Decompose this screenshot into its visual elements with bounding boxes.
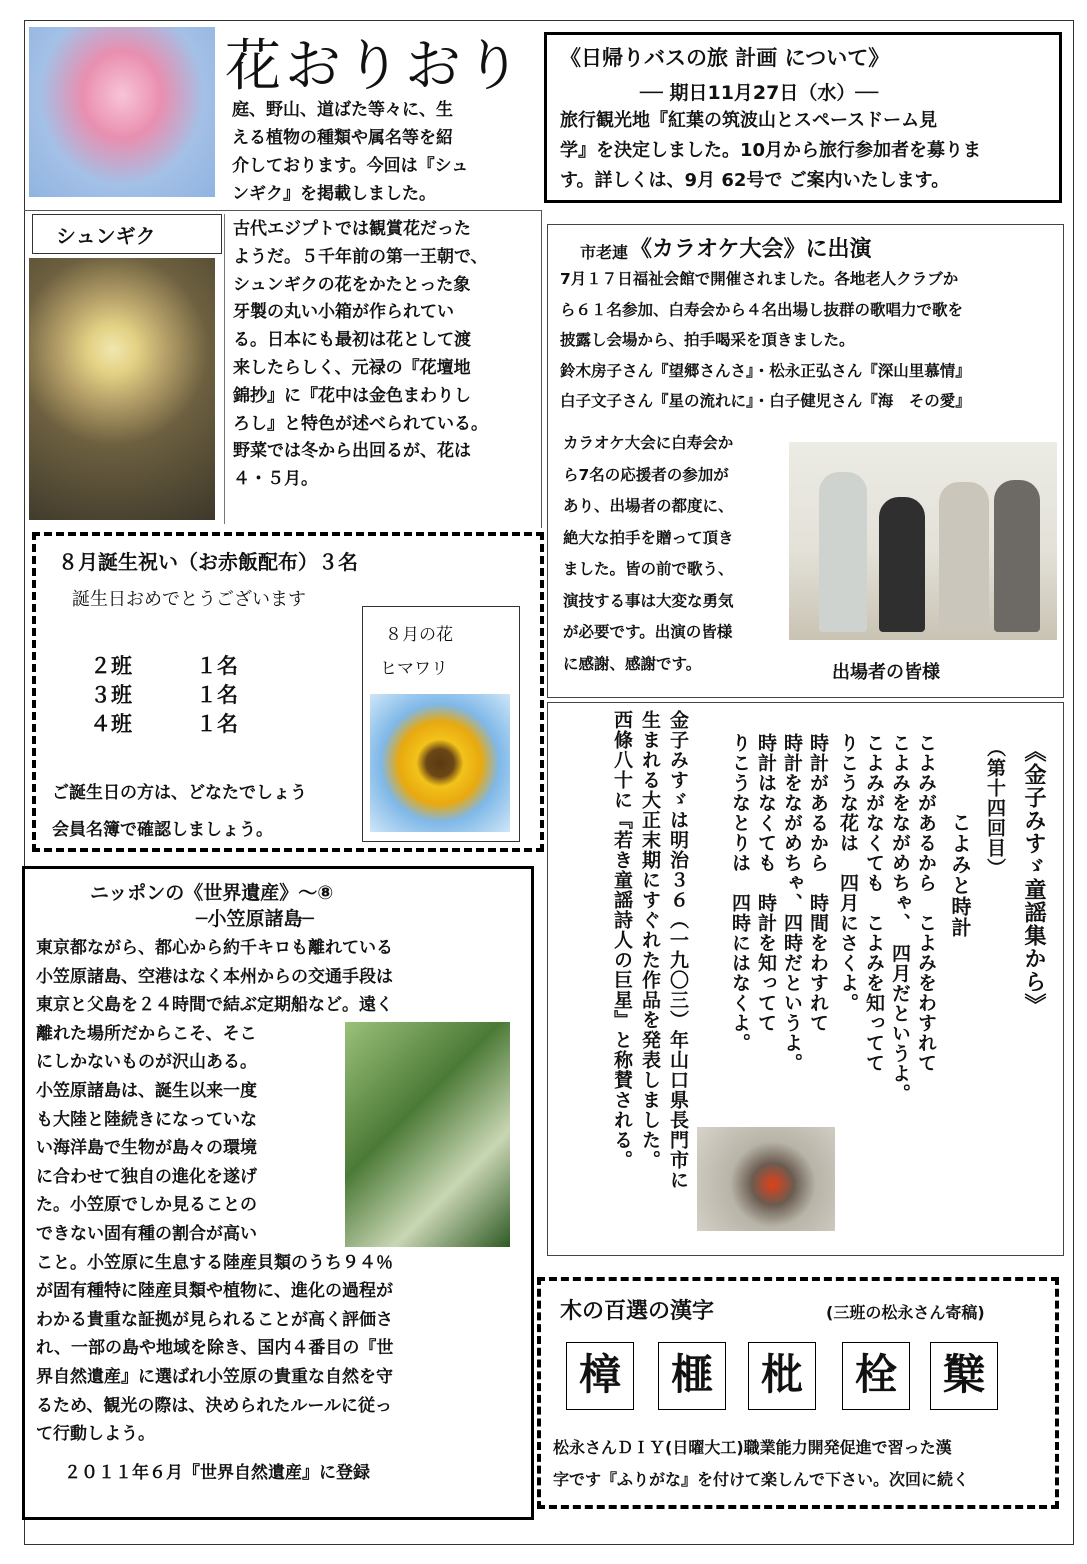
hana-title: 花おりおり (225, 34, 525, 99)
poem-line: 時計があるから 時間をわすれて (807, 733, 829, 1033)
shungiku-text: 古代エジプトでは観賞花だった ようだ。５千年前の第一王朝で、 シュンギクの花をかたとった象 牙製の丸い小箱が作られてい る。日本にも最初は花として渡 来したらしく、元禄の『花壇地 錦抄』に『花中は金色まわりし ろし』と特色が述べられている。 野菜では冬から出回るが、花は ４・５月。 (233, 219, 488, 490)
heritage-footer: ２０１１年６月『世界自然遺産』に登録 (64, 1463, 370, 1483)
karaoke-text: 7月１７日福祉会館で開催されました。各地老人クラブか ら６１名参加、白寿会から４名出場し抜群の歌唱力で歌を 披露し会場から、拍手喝采を頂きました。 鈴木房子さん『望郷さんさ』・松永正弘さん『深山里慕情』 白子文子さん『星の流れに』・白子健児さん『海 その愛』 (560, 270, 971, 410)
person-4 (994, 480, 1040, 632)
heritage-subtitle: ─小笠原諸島─ (196, 908, 314, 930)
shungiku-photo (29, 258, 215, 520)
birthday-row: ４班 １名 (90, 712, 238, 736)
poem-title: こよみと時計 (948, 812, 972, 938)
kanji-char: 樟 (566, 1342, 634, 1410)
bus-trip-date: ── 期日11月27日（水）── (640, 82, 879, 104)
lotus-photo (29, 27, 215, 197)
birthday-row: ２班 １名 (90, 654, 238, 678)
kanji-char: 栓 (842, 1342, 910, 1410)
bus-trip-text: 旅行観光地『紅葉の筑波山とスペースドーム見 学』を決定しました。10月から旅行参加者を募りま す。詳しくは、9月 62号で ご案内いたします。 (560, 110, 982, 191)
poem-series-title: 《金子みすゞ童謡集から》 (1021, 740, 1046, 1016)
poem-line: りこうな花は 四月にさくよ。 (837, 733, 859, 1013)
person-1 (819, 472, 867, 632)
kanji-text: 松永さんＤＩＹ(日曜大工)職業能力開発促進で習った漢 字です『ふりがな』を付けて楽しんで下さい。次回に続く (553, 1438, 970, 1489)
hana-text: 庭、野山、道ばた等々に、生 える植物の種類や属名等を紹 介しております。今回は『シュ ンギク』を掲載しました。 (232, 100, 469, 204)
person-2 (879, 497, 925, 632)
kanji-credit: (三班の松永さん寄稿) (826, 1303, 985, 1322)
karaoke-title: 《カラオケ大会》に出演 (630, 237, 872, 262)
shungiku-divider (224, 214, 225, 524)
birthday-title: ８月誕生祝い（お赤飯配布）３名 (58, 550, 358, 574)
birthday-footer-2: 会員名簿で確認しましょう。 (52, 820, 273, 840)
kanji-title: 木の百選の漢字 (560, 1299, 715, 1324)
kanji-char: 榧 (658, 1342, 726, 1410)
flower-of-month-label: ８月の花 (385, 625, 453, 645)
poem-line: 時計をながめちゃ、四時だというよ。 (781, 733, 803, 1073)
birthday-row: ３班 １名 (90, 683, 238, 707)
birthday-greeting: 誕生日おめでとうございます (72, 589, 306, 610)
heritage-text: 東京都ながら、都心から約千キロも離れている 小笠原諸島、空港はなく本州からの交通手段は 東京と父島を２４時間で結ぶ定期船など。遠く 離れた場所だからこそ、そこ にしかないものが沢山ある。 小笠原諸島は、誕生以来一度 も大陸と陸続きになっていな い海洋島で生物が島々の環境 に合わせて独自の進化を遂げ た。小笠原でしか見ることの できない固有種の割合が高い こと。小笠原に生息する陸産貝類のうち９４％ が固有種特に陸産貝類や植物に、進化の過程が わかる貴重な証拠が見られることが高く評価さ れ、一部の島や地域を除き、国内４番目の『世 界自然遺産』に選ばれ小笠原の貴重な自然を守 るため、観光の際は、決められたルールに従っ て行動しよう。 (36, 938, 394, 1445)
poem-line: こよみがなくても こよみを知ってて (863, 733, 885, 1073)
birthday-rows (90, 652, 238, 739)
performers-photo (789, 442, 1057, 640)
karaoke-prefix: 市老連 (580, 243, 629, 262)
poem-line: 時計はなくても 時計を知ってて (755, 733, 777, 1033)
poem-line: こよみをながめちゃ、 四月だというよ。 (889, 733, 911, 1104)
birthday-footer-1: ご誕生日の方は、どなたでしょう (52, 783, 307, 803)
kanji-char: 櫱 (930, 1342, 998, 1410)
poem-line: りこうなとりは 四時にはなくよ。 (729, 733, 751, 1053)
poem-line: こよみがあるから こよみをわすれて (915, 733, 937, 1073)
poem-author-note: 金子みすゞは明治３６（一九〇三）年山口県長門市に (667, 710, 689, 1190)
poem-author-note: 生まれる大正末期にすぐれた作品を発表しました。 (639, 710, 661, 1170)
shungiku-label: シュンギク (56, 224, 156, 248)
poem-episode: （第十四回目） (984, 738, 1006, 878)
flower-of-month-name: ヒマワリ (380, 659, 448, 679)
karaoke-side-text: カラオケ大会に白寿会か ら7名の応援者の参加が あり、出場者の都度に、 絶大な拍手を贈って頂き ました。皆の前で歌う、 演技する事は大変な勇気 が必要です。出演の皆様 に感謝、感謝です。 (563, 434, 734, 673)
kanji-char: 枇 (748, 1342, 816, 1410)
robin-photo (697, 1127, 835, 1231)
bus-trip-title: 《日帰りバスの旅 計画 について》 (560, 46, 890, 70)
poem-author-note: 西條八十に『若き童謡詩人の巨星』と称賛される。 (611, 710, 633, 1170)
person-3 (939, 482, 989, 632)
sunflower-photo (370, 694, 510, 832)
performers-caption: 出場者の皆様 (832, 662, 940, 683)
heritage-title: ニッポンの《世界遺産》～⑧ (90, 882, 334, 904)
